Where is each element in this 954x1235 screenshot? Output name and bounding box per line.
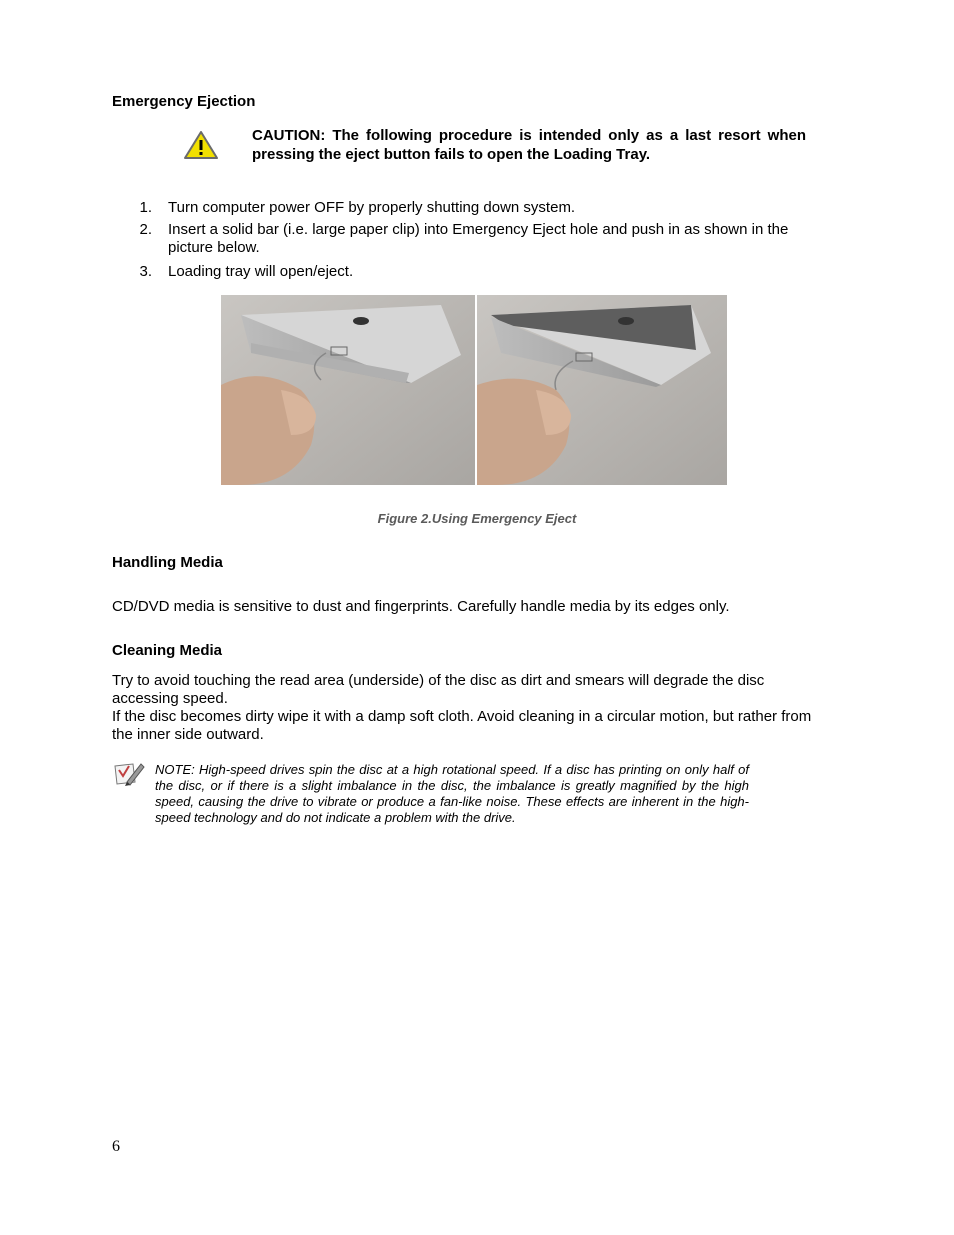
list-item <box>140 221 820 257</box>
section-title-cleaning-media: Cleaning Media <box>112 642 223 659</box>
list-item-number: 3. <box>139 263 152 280</box>
list-item-text: Insert a solid bar (i.e. large paper clip) into Emergency Eject hole and push in as shown in the picture below. <box>168 221 789 256</box>
cleaning-media-paragraph-2: If the disc becomes dirty wipe it with a damp soft cloth. Avoid cleaning in a circular motion, but rather from the inner side outward. <box>112 708 812 743</box>
list-item-text: Turn computer power OFF by properly shutting down system. <box>168 199 576 216</box>
emergency-eject-photo <box>221 295 727 485</box>
list-item <box>140 263 820 281</box>
list-item-text: Loading tray will open/eject. <box>168 263 354 280</box>
steps-list <box>140 199 820 281</box>
figure-caption: Figure 2.Using Emergency Eject <box>377 511 577 526</box>
note-text: NOTE: High-speed drives spin the disc at a high rotational speed. If a disc has printing on only half of the disc, or if there is a slight imbalance in the disc, the imbalance is greatly magnified by the high speed, causing the drive to vibrate or produce a fan-like noise. These effects are inherent in the high-speed technology and do not indicate a problem with the drive. <box>155 762 749 825</box>
section-title-handling-media: Handling Media <box>112 554 223 571</box>
page-number: 6 <box>112 1138 120 1155</box>
handling-media-text: CD/DVD media is sensitive to dust and fingerprints. Carefully handle media by its edges only. <box>112 598 730 615</box>
cleaning-media-paragraph-1: Try to avoid touching the read area (underside) of the disc as dirt and smears will degrade the disc accessing speed. <box>112 672 765 707</box>
warning-triangle-icon <box>183 130 219 160</box>
note-pencil-icon <box>113 760 145 788</box>
list-item <box>140 199 820 217</box>
caution-text: CAUTION: The following procedure is intended only as a last resort when pressing the eject button fails to open the Loading Tray. <box>252 127 806 163</box>
list-item-number: 1. <box>139 199 152 216</box>
list-item-number: 2. <box>139 221 152 238</box>
section-title-emergency-ejection: Emergency Ejection <box>112 93 256 110</box>
